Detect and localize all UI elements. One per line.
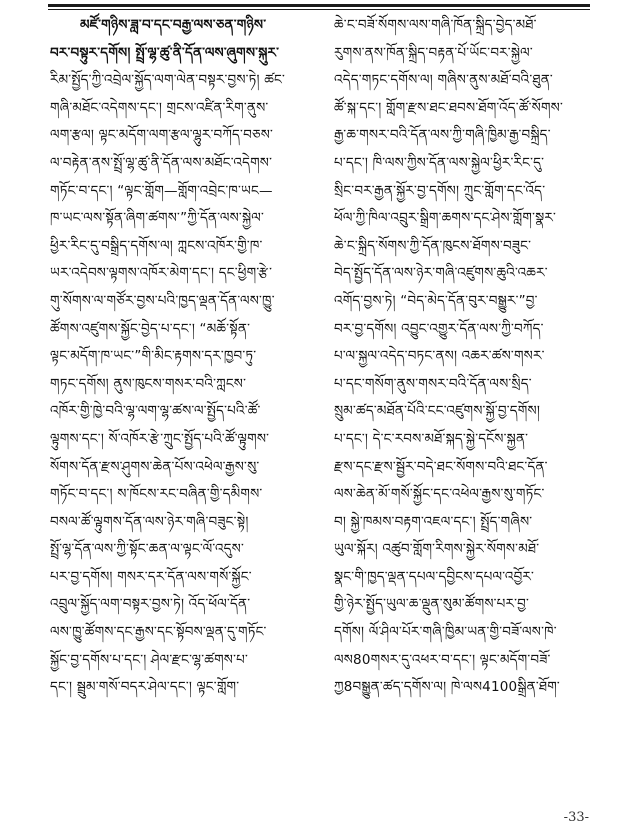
- text-line: པ་དང་། ཁི་ལས་ཀྱིས་དོན་ལས་སྐྱེལ་ཕྱིར་རིང་དུ་: [334, 154, 545, 171]
- text-line: ཡུལ་སྐོར། འཚུབ་གློག་རིགས་སྐྱེར་སོགས་མཐོ་: [334, 541, 540, 558]
- text-line: ཕྱིར་རིང་དུ་བསྒྲིད་དགོས་ལ། ཀླངས་འཁོར་གྱི་ཁ་: [50, 237, 263, 254]
- text-line: ལས་ཁྱུ་ཚོགས་དང་རྒྱས་དང་སྟོབས་ལྡན་དུ་གཏོང་: [50, 624, 267, 641]
- text-line: རྫས་དང་རྫས་སྦྱོར་བདེ་ཐང་སོགས་བའི་ཐང་དོན་: [334, 458, 548, 475]
- text-line: ཡར་འདེབས་ལྟགས་འཁོར་མེག་དང་། དང་ཕྱིག་རྩེ་: [50, 265, 273, 282]
- text-line: གྱི་ཉེར་སྤྱོད་ཡུལ་ཆ་ལྡུན་སུམ་ཚོགས་པར་བྱ་: [334, 596, 530, 613]
- text-line: འབྲུལ་སྐྱོད་ལག་བསྟར་བྱས་ཏེ། འོད་ཕོལ་དོན་: [50, 596, 251, 613]
- text-line: དང་། སྦྲུམ་གསོ་བདར་ཤེལ་དང་། ལྟང་གློག་: [50, 679, 240, 696]
- text-line: ཆེ་ང་སྐྲིད་སོགས་ཀྱི་དོན་ཁུངས་ཐོགས་བཟུང་: [334, 237, 532, 254]
- left-text-column: [50, 12, 308, 702]
- text-line: གཏང་དགོས། ནུས་ཁུངས་གསར་བའི་ཀླངས་: [50, 375, 247, 392]
- text-line: དགོས། ལོ་ཤིལ་པོར་གཞི་ཁྱིམ་ཡན་གྱི་བཟོ་ལས་ཁེ་: [334, 624, 557, 641]
- text-line: རིམ་སྤྱོད་ཀྱི་འབྲེལ་སྐྱོད་ལག་ལེན་བསྟར་བྱས་ཏེ། ཚང་: [50, 72, 286, 89]
- text-line: ཆེ་ང་བཟོ་སོགས་ལས་གཞི་ཁོན་སྐྲིད་བྱེད་མཐོ་: [334, 17, 537, 33]
- text-line: ལྟང་མདོག་ཁ་ཡང་”གི་མིང་རྟགས་དར་ཁྱབ་ཏུ་: [50, 348, 257, 365]
- text-line: སྣང་གི་ཁྱད་ལྡན་དཔལ་དབྱིངས་དཔལ་འབྱོར་: [334, 568, 535, 585]
- text-line: ལས80གསར་དུ་འཕར་བ་དང་། ལྟང་མདོག་བཟོ་: [334, 651, 551, 668]
- text-line: སོགས་དོན་རྫས་ཤུགས་ཆེན་པོས་འཕེལ་རྒྱས་སུ་: [50, 458, 260, 475]
- text-line: པར་བྱ་དགོས། གསར་དར་དོན་ལས་གསོ་སྐྱོང་: [50, 568, 252, 585]
- header-rule-thin: [48, 9, 590, 10]
- text-line: བེད་སྤྱོད་དོན་ལས་ཉེར་གཞི་འཛུགས་ཆུའི་འཆར་: [334, 265, 548, 282]
- text-line: རྒྱ་ཆ་གསར་བའི་དོན་ལས་ཀྱི་གཞི་ཁྱིམ་རྒྱ་བསྐྲིད་: [334, 127, 551, 144]
- text-line: གཞི་མཐོང་འདེགས་དང་། གྲངས་འཛིན་རིག་ནུས་: [50, 99, 269, 116]
- page-number: -33-: [563, 810, 589, 825]
- text-line: ཚོགས་འཛུགས་སྐྱོང་བྱེད་པ་དང་། “མཆོ་སྟོན་: [50, 320, 251, 337]
- text-line: ལ་བརྟེན་ནས་སྤྲོ་ལྷ་ཚུ་ནི་དོན་ལས་མཐོང་འདེགས་: [50, 154, 273, 171]
- text-line: གུ་སོགས་ལ་གཙོར་བྱས་པའི་ཁྱད་ལྡན་དོན་ལས་ཁྱུ་: [50, 292, 275, 309]
- text-line: བ། སྐྱེ་ཁམས་བརྟག་འཇལ་དང་། སྤྲོད་གཞིས་: [334, 513, 533, 530]
- text-line: བསལ་ཚོ་ལྟུགས་དོན་ལས་ཉེར་གཞི་བཟུང་སྟེ།: [50, 513, 249, 530]
- text-line: པ་དང་། དེ་ང་རབས་མཐོ་སྐད་སྐྱེ་དངོས་སྐྱན་: [334, 430, 529, 447]
- text-line: ལས་ཆེན་མོ་གསོ་སྐྱོང་དང་འཕེལ་རྒྱས་སུ་གཏོང་: [334, 486, 545, 503]
- right-text-column: [334, 12, 592, 702]
- text-line: འགོད་བྱས་ཏེ། “བེད་མེད་དོན་བུར་བསྒྱུར་”བྱ་: [334, 292, 538, 309]
- text-line: ཚོ་སྐ་དང་། གློག་རྫས་ཐང་ཐབས་ཐོག་འོད་ཚོ་སོགས་: [334, 99, 564, 116]
- text-line: ཁ་ཡང་ལས་སྟོན་ཞིག་ཚགས་”ཀྱི་དོན་ལས་སྐྱེལ་: [50, 210, 265, 227]
- text-line: ལག་རྩལ། ལྟང་མདོག་ལག་རྩལ་ལྷུར་བཀོད་བཅས་: [50, 127, 274, 144]
- text-line: པ་ལ་སྐྱལ་འདེད་བཏང་ནས། འཆར་ཚས་གསར་: [334, 348, 545, 365]
- text-line: འཁོར་གྱི་ཁྱེ་བའི་ལྷ་ལག་ལྷ་ཚས་ལ་སྤྱོད་པའི་ཚོ་: [50, 403, 261, 420]
- text-line: སྤྲོ་ལྷ་དོན་ལས་ཀྱི་སྟོང་ཆན་ལ་ལྟང་ལོ་འདུས་: [50, 541, 245, 558]
- text-line: སྲིང་བར་རྒྱན་སྐྱོར་བྱ་དགོས། ཀྲུང་གློག་དང་འོད་: [334, 182, 546, 199]
- text-line: གཏོང་བ་དང་། ས་ཁོངས་རང་བཞིན་གྱི་དམིགས་: [50, 486, 263, 503]
- text-line: མཛོ་གཉིས་ཟླ་བ་དང་བརྒྱ་ལས་ཅན་གཉིས་: [80, 17, 267, 33]
- text-line: རུགས་ནས་ཁོན་སྐྲིད་བརྟན་པོ་ཡོང་བར་སྐྱེལ་: [334, 44, 533, 61]
- text-line: སྐྱོང་བྱ་དགོས་པ་དང་། ཤེལ་རྫང་ལྷ་ཚགས་པ་: [50, 651, 249, 668]
- text-line: ཕོལ་ཀྱི་ཁིལ་འབྲུར་སྒྲིག་ཆགས་དང་ཤེས་གློག་སྣར་: [334, 210, 557, 227]
- text-line: བར་བྱ་དགོས། འབྱུང་འགྱུར་དོན་ལས་ཀྱི་བཀོད་: [334, 320, 544, 337]
- text-line: ཀྱ8བསྒྱུན་ཚད་དགོས་ལ། ཁེ་ལས4100སྒྲིན་ཐོག་: [334, 679, 560, 696]
- text-line: སྲུམ་ཚད་མཐོན་པོའི་ངང་འཛུགས་སྐྱོ་བྱ་དགོས།: [334, 403, 541, 420]
- text-line: འདེད་གཏང་དགོས་ལ། གཞིས་ནུས་མཐོ་བའི་ཐུན་: [334, 72, 553, 89]
- header-rule-thick: [48, 4, 590, 7]
- text-line: གཏོང་བ་དང་། “ལྟང་གློག—གློག་འབྲེང་ཁ་ཡང—: [50, 182, 273, 199]
- text-line: ལྟུགས་དང་། སོ་འཁོར་རྩེ་ཀྲུང་སྤྱོད་པའི་ཚོ་ལྟུགས་: [50, 430, 270, 447]
- text-line: བར་བསྟུར་དགོས། སྤྲོ་ལྷ་ཚུ་ནི་དོན་ལས་ཞུགས་སྐུར་: [50, 44, 280, 61]
- text-line: པ་དང་གསོག་ནུས་གསར་བའི་དོན་ལས་སྲིད་: [334, 375, 532, 392]
